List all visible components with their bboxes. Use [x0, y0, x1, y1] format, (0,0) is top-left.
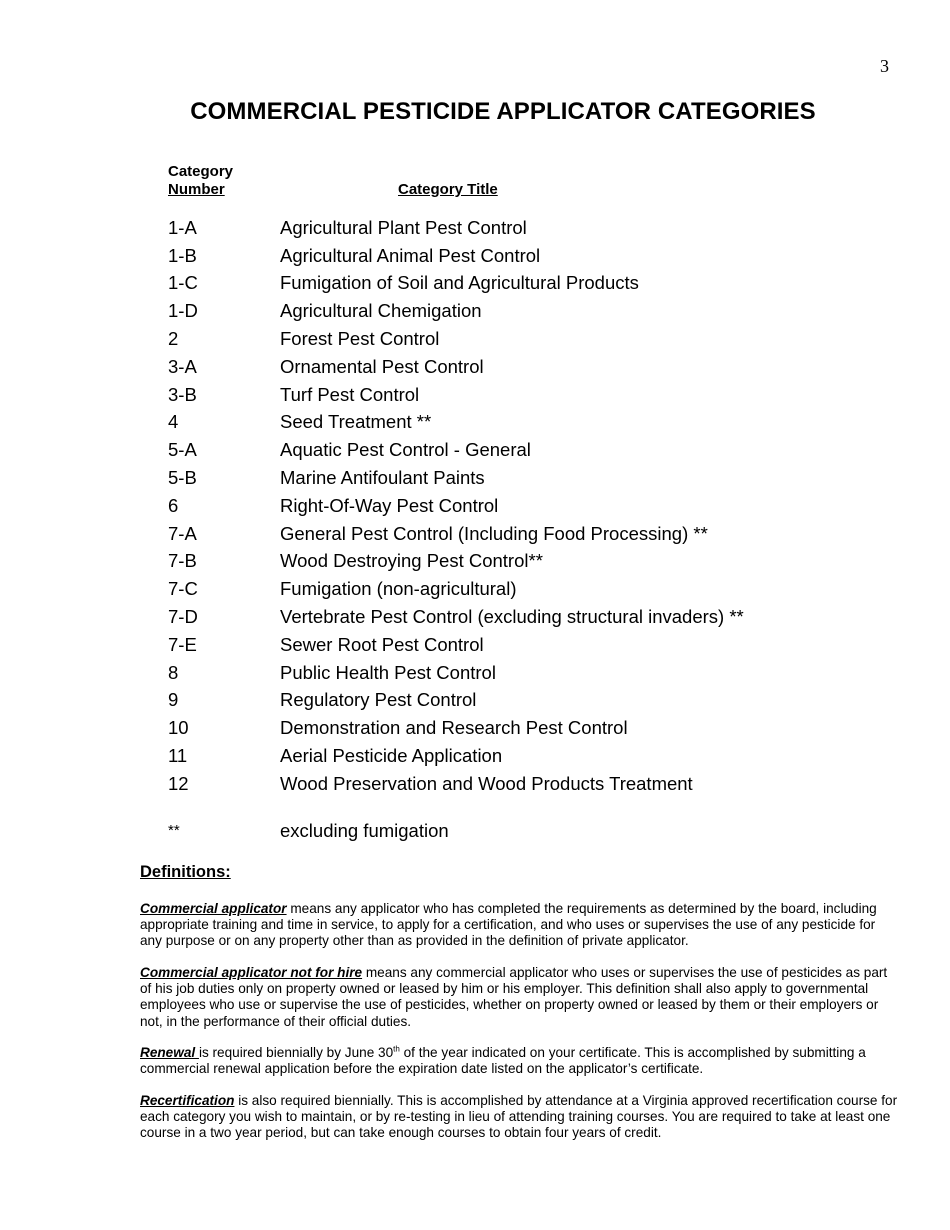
category-number: 8: [168, 661, 179, 683]
category-number: 12: [168, 772, 189, 794]
category-number: 7-D: [168, 606, 198, 628]
category-title: Aquatic Pest Control - General: [280, 439, 531, 461]
category-row: [168, 353, 744, 381]
category-row: [168, 687, 744, 715]
footnote-mark: **: [168, 822, 180, 839]
category-title: Agricultural Chemigation: [280, 300, 482, 322]
category-number: 2: [168, 328, 179, 350]
category-number: 6: [168, 494, 179, 516]
column-header-category-number: [168, 163, 233, 199]
category-title: Vertebrate Pest Control (excluding structural invaders) **: [280, 606, 744, 628]
category-title: Public Health Pest Control: [280, 661, 496, 683]
definition-renewal: [140, 1045, 900, 1077]
category-title: Aerial Pesticide Application: [280, 745, 503, 767]
category-row: [168, 297, 744, 325]
category-title: Agricultural Animal Pest Control: [280, 244, 541, 266]
category-number: 3-A: [168, 355, 197, 377]
category-title: Seed Treatment **: [280, 411, 432, 433]
category-number: 9: [168, 689, 179, 711]
category-row: [168, 631, 744, 659]
column-header-number-line2: Number: [168, 181, 225, 198]
category-row: [168, 270, 744, 298]
category-row: [168, 742, 744, 770]
category-row: [168, 659, 744, 687]
definition-term: Recertification: [140, 1093, 235, 1108]
category-title: Marine Antifoulant Paints: [280, 467, 485, 489]
definition-commercial-applicator: [140, 901, 900, 950]
category-number: 7-B: [168, 550, 197, 572]
category-row: [168, 520, 744, 548]
category-number: 7-E: [168, 633, 197, 655]
category-title: Fumigation of Soil and Agricultural Products: [280, 272, 639, 294]
category-row: [168, 575, 744, 603]
page-number: 3: [880, 56, 889, 76]
category-title: Forest Pest Control: [280, 328, 440, 350]
category-row: [168, 464, 744, 492]
category-number: 3-B: [168, 383, 197, 405]
column-header-category-title: Category Title: [398, 181, 498, 198]
category-title: Turf Pest Control: [280, 383, 420, 405]
column-header-number-line1: Category: [168, 163, 234, 180]
page-title: COMMERCIAL PESTICIDE APPLICATOR CATEGORIES: [190, 98, 816, 125]
category-title: Fumigation (non-agricultural): [280, 578, 517, 600]
category-row: [168, 603, 744, 631]
category-number: 1-B: [168, 244, 197, 266]
definition-recertification: [140, 1093, 900, 1142]
category-number: 1-C: [168, 272, 198, 294]
category-number: 5-B: [168, 467, 197, 489]
definition-text: means any commercial applicator who uses or supervises the use of pesticides as part of his job duties only on property owned or leased by him or his employer. This definition shall also apply to governmental employees who use or supervise the use of pesticides, whether on property owned or leased by them or their employers or not, in the performance of their official duties.: [140, 965, 888, 1029]
category-number: 11: [168, 745, 188, 767]
category-number: 7-A: [168, 522, 197, 544]
definition-term: Renewal: [140, 1045, 199, 1060]
category-title: Wood Destroying Pest Control**: [280, 550, 543, 572]
category-number: 5-A: [168, 439, 197, 461]
definitions-heading: Definitions:: [140, 863, 231, 881]
category-row: [168, 409, 744, 437]
category-title: Regulatory Pest Control: [280, 689, 477, 711]
category-number: 1-A: [168, 216, 197, 238]
definition-text: is required biennially by June 30: [198, 1045, 394, 1060]
definition-term: Commercial applicator: [140, 901, 287, 916]
definition-not-for-hire: [140, 965, 900, 1030]
category-number: 4: [168, 411, 179, 433]
definition-text-continued: of the year indicated on your certificate. This is accomplished by submitting a commercial renewal application before the expiration date listed on the applicator’s certificate.: [140, 1045, 866, 1077]
category-title: Ornamental Pest Control: [280, 355, 484, 377]
category-title: Wood Preservation and Wood Products Treatment: [280, 772, 693, 794]
category-row: [168, 548, 744, 576]
category-number: 7-C: [168, 578, 198, 600]
category-number: 1-D: [168, 300, 198, 322]
category-row: [168, 714, 744, 742]
category-title: Agricultural Plant Pest Control: [280, 216, 527, 238]
definition-term: Commercial applicator not for hire: [140, 965, 363, 980]
category-row: [168, 770, 744, 798]
category-title: Right-Of-Way Pest Control: [280, 494, 499, 516]
category-row: [168, 325, 744, 353]
definition-text: is also required biennially. This is accomplished by attendance at a Virginia approved recertification course for each category you wish to maintain, or by re-testing in lieu of attending training courses. You are required to take at least one course in a two year period, but can take enough courses to obtain four years of credit.: [140, 1093, 898, 1141]
category-number: 10: [168, 717, 189, 739]
footnote-text: excluding fumigation: [280, 820, 449, 841]
category-list: [168, 214, 744, 798]
definition-text: means any applicator who has completed the requirements as determined by the board, including appropriate training and time in service, to apply for a certification, and who uses or supervises the use of any pesticide for any purpose or on any property other than as provided in the definition of private applicator.: [140, 901, 877, 949]
category-row: [168, 492, 744, 520]
category-title: Demonstration and Research Pest Control: [280, 717, 628, 739]
ordinal-suffix: th: [393, 1044, 400, 1054]
category-row: [168, 381, 744, 409]
category-row: [168, 242, 744, 270]
category-title: General Pest Control (Including Food Processing) **: [280, 522, 708, 544]
category-title: Sewer Root Pest Control: [280, 633, 484, 655]
footnote: [168, 820, 449, 842]
category-row: [168, 436, 744, 464]
category-row: [168, 214, 744, 242]
